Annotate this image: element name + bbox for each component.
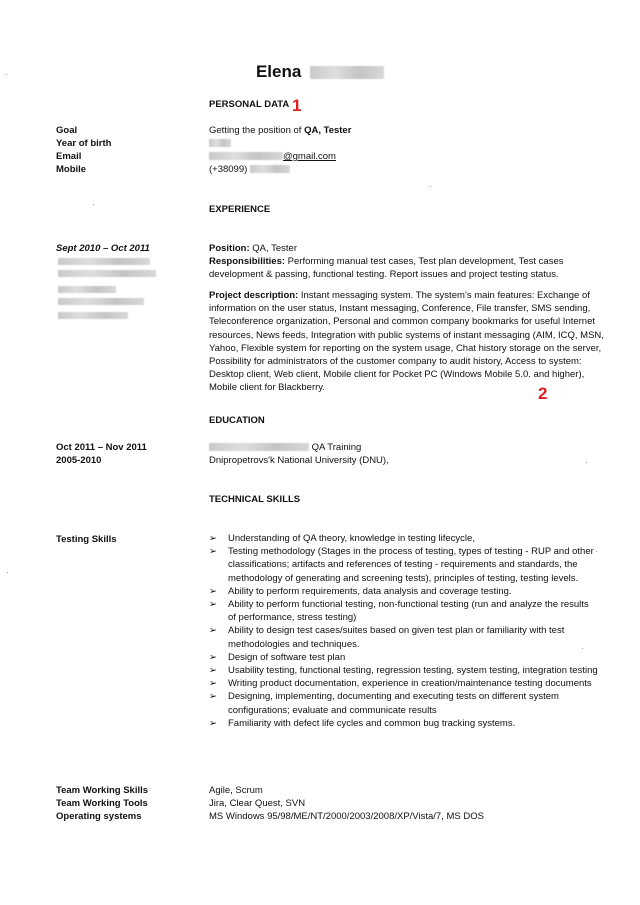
skill-text: Designing, implementing, documenting and executing tests on different system configurations; evaluate and communicate results [228,691,559,716]
redacted-email-user [209,152,283,160]
education-entry-2: Dnipropetrovs'k National University (DNU), [209,455,389,466]
skill-item [209,545,599,585]
year-of-birth-value [209,137,231,150]
goal-value [209,124,351,137]
training-name: QA Training [309,442,362,453]
scan-speck [582,648,583,649]
marker-2: 2 [538,384,548,403]
arrow-bullet-icon: ➢ [209,533,217,544]
redacted-training-provider [209,443,309,451]
label-team-working-skills: Team Working Skills [56,785,149,796]
redacted-mobile [250,165,290,173]
scan-speck [6,74,7,75]
position-label: Position: [209,243,250,254]
skill-text: Ability to perform requirements, data analysis and coverage testing. [228,585,512,597]
skill-text: Understanding of QA theory, knowledge in testing lifecycle, [228,533,475,544]
redacted-last-name [310,66,384,79]
skill-text: Ability to perform functional testing, non-functional testing (run and analyze the results of performance, stress testing) [228,599,589,624]
goal-position: QA, Tester [304,125,352,136]
responsibilities-text: Performing manual test cases, Test plan development, Test cases development & passing, functional testing. Report issues and project testing status. [209,256,564,281]
team-working-skills-value: Agile, Scrum [209,785,263,796]
team-working-tools-value: Jira, Clear Quest, SVN [209,798,306,809]
operating-systems-value: MS Windows 95/98/ME/NT/2000/2003/2008/XP/Vista/7, MS DOS [209,811,484,822]
resume-title [0,62,640,82]
email-domain-link[interactable]: @gmail.com [283,151,336,162]
section-education: EDUCATION [209,415,265,426]
experience-project-description [209,289,604,395]
redacted-line [58,312,128,319]
scan-speck [430,186,431,187]
arrow-bullet-icon: ➢ [209,651,217,663]
label-email: Email [56,151,82,162]
arrow-bullet-icon: ➢ [209,585,217,597]
arrow-bullet-icon: ➢ [209,717,217,729]
skill-item [209,677,599,690]
skill-text: Familiarity with defect life cycles and common bug tracking systems. [228,717,516,729]
arrow-bullet-icon: ➢ [209,546,217,558]
redacted-employer-block [56,256,156,326]
position-value: QA, Tester [249,243,297,254]
label-mobile: Mobile [56,164,87,175]
first-name: Elena [255,62,302,81]
skill-item [209,532,599,545]
label-operating-systems: Operating systems [56,811,142,822]
testing-skills-list [209,532,599,730]
section-experience: EXPERIENCE [209,204,271,215]
arrow-bullet-icon: ➢ [209,691,217,703]
scan-speck [7,572,8,573]
redacted-line [58,286,116,293]
mobile-value [209,163,290,176]
redacted-line [58,270,156,277]
scan-speck [596,551,597,552]
experience-period: Sept 2010 – Oct 2011 [56,243,150,254]
experience-position [209,242,604,255]
experience-responsibilities [209,255,604,281]
redacted-line [58,298,144,305]
label-team-working-tools: Team Working Tools [56,798,148,809]
arrow-bullet-icon: ➢ [209,665,217,677]
redacted-line [58,258,150,265]
scan-speck [586,462,587,463]
skill-text: Design of software test plan [228,651,346,663]
skill-item [209,690,599,716]
arrow-bullet-icon: ➢ [209,625,217,637]
responsibilities-label: Responsibilities: [209,256,286,267]
education-period-1: Oct 2011 – Nov 2011 [56,442,147,453]
skill-text: Ability to design test cases/suites based on given test plan or familiarity with test methodologies and techniques. [228,625,565,650]
skill-item [209,717,599,730]
project-description-label: Project description: [209,290,299,301]
skill-text: Testing methodology (Stages in the process of testing, types of testing - RUP and other classifications; artifacts and references of testing - requirements and standards, the methodology of generating and screening tests), principles of testing, testing levels. [228,546,594,584]
skill-item [209,598,599,624]
label-testing-skills: Testing Skills [56,534,117,545]
skill-item [209,664,599,677]
section-technical-skills: TECHNICAL SKILLS [209,494,301,505]
education-entry-1 [209,441,361,454]
skill-text: Writing product documentation, experience in creation/maintenance testing documents [228,678,592,690]
label-goal: Goal [56,125,78,136]
mobile-prefix: (+38099) [209,164,248,175]
skill-item [209,585,599,598]
redacted-year [209,139,231,147]
label-year-of-birth: Year of birth [56,138,112,149]
section-personal-data: PERSONAL DATA [209,99,290,110]
project-description-text: Instant messaging system. The system’s main features: Exchange of information on the user status, Instant messaging, Conference, File transfer, SMS sending, Teleconference organization, Personal and common company bookmarks for useful Internet resources, News feeds, Integration with public systems of instant messaging (AIM, ICQ, MSN, Yahoo, Flexible system for reporting on the system usage, Chat history storage on the server, Possibility for administrators of the customer company to audit history, Access to system: Desktop client, Web client, Mobile client for Pocket PC (Windows Mobile 5.0. and higher), Mobile client for Blackberry. [209,290,604,394]
skill-text: Usability testing, functional testing, regression testing, system testing, integration testing [228,665,598,677]
education-period-2: 2005-2010 [56,455,102,466]
scan-speck [93,204,94,205]
skill-item [209,624,599,650]
goal-prefix: Getting the position of [209,125,305,136]
skill-item [209,651,599,664]
arrow-bullet-icon: ➢ [209,678,217,690]
marker-1: 1 [292,96,302,115]
arrow-bullet-icon: ➢ [209,599,217,611]
email-value[interactable] [209,150,336,163]
